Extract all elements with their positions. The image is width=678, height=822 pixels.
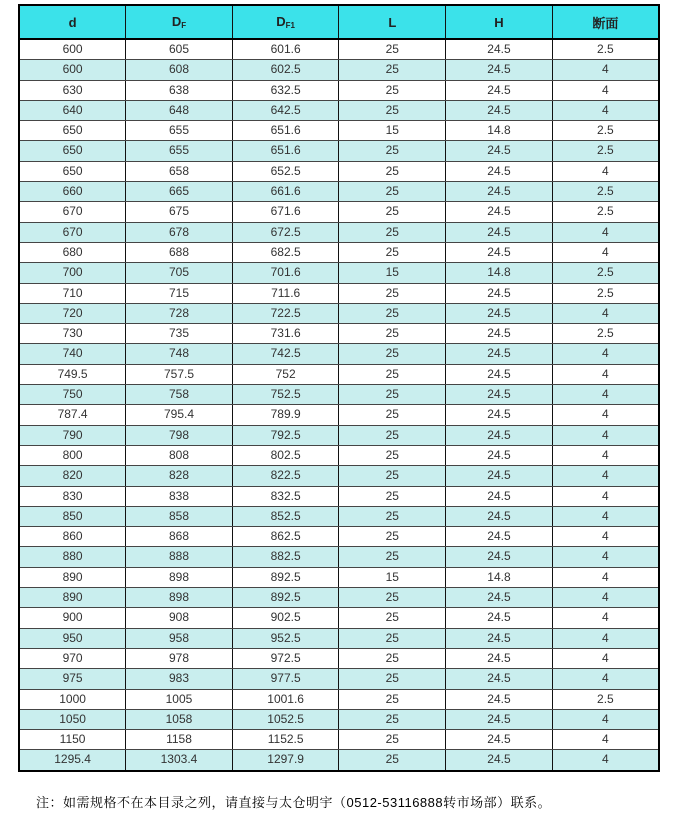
table-row <box>19 80 659 100</box>
table-cell-d: 820 <box>19 466 126 486</box>
table-cell-h: 24.5 <box>446 445 553 465</box>
table-row <box>19 263 659 283</box>
table-cell-l: 25 <box>339 445 446 465</box>
table-cell-section: 4 <box>552 364 659 384</box>
table-cell-df: 1158 <box>126 730 233 750</box>
table-row <box>19 121 659 141</box>
table-cell-d: 680 <box>19 242 126 262</box>
table-cell-d: 600 <box>19 60 126 80</box>
table-cell-df1: 1052.5 <box>232 709 339 729</box>
table-cell-df: 983 <box>126 669 233 689</box>
table-cell-h: 24.5 <box>446 527 553 547</box>
table-cell-l: 25 <box>339 588 446 608</box>
table-cell-l: 25 <box>339 425 446 445</box>
table-row <box>19 669 659 689</box>
table-cell-h: 24.5 <box>446 547 553 567</box>
table-header-row <box>19 5 659 39</box>
table-cell-df: 1058 <box>126 709 233 729</box>
table-header <box>19 5 659 39</box>
table-cell-df: 675 <box>126 202 233 222</box>
table-cell-df1: 972.5 <box>232 648 339 668</box>
table-cell-df1: 1152.5 <box>232 730 339 750</box>
table-cell-df1: 892.5 <box>232 588 339 608</box>
table-cell-l: 25 <box>339 709 446 729</box>
table-cell-df: 1303.4 <box>126 750 233 771</box>
table-cell-df1: 722.5 <box>232 303 339 323</box>
table-cell-df1: 892.5 <box>232 567 339 587</box>
table-cell-df: 638 <box>126 80 233 100</box>
table-row <box>19 364 659 384</box>
table-cell-section: 4 <box>552 527 659 547</box>
table-cell-section: 2.5 <box>552 263 659 283</box>
table-cell-d: 890 <box>19 567 126 587</box>
table-cell-d: 750 <box>19 385 126 405</box>
table-cell-df: 898 <box>126 588 233 608</box>
table-cell-d: 730 <box>19 324 126 344</box>
table-cell-d: 950 <box>19 628 126 648</box>
table-cell-section: 4 <box>552 161 659 181</box>
table-cell-h: 24.5 <box>446 730 553 750</box>
table-cell-df: 808 <box>126 445 233 465</box>
table-cell-l: 25 <box>339 527 446 547</box>
table-cell-h: 24.5 <box>446 324 553 344</box>
table-row <box>19 242 659 262</box>
column-header-label: D <box>171 14 182 29</box>
table-cell-df1: 1297.9 <box>232 750 339 771</box>
table-row <box>19 324 659 344</box>
table-cell-df1: 902.5 <box>232 608 339 628</box>
table-cell-section: 4 <box>552 506 659 526</box>
table-cell-l: 25 <box>339 141 446 161</box>
table-cell-section: 2.5 <box>552 182 659 202</box>
table-cell-h: 24.5 <box>446 506 553 526</box>
table-row <box>19 506 659 526</box>
table-cell-d: 880 <box>19 547 126 567</box>
table-cell-df: 898 <box>126 567 233 587</box>
table-cell-h: 24.5 <box>446 648 553 668</box>
table-cell-df: 858 <box>126 506 233 526</box>
table-cell-l: 25 <box>339 303 446 323</box>
table-row <box>19 283 659 303</box>
table-cell-l: 25 <box>339 324 446 344</box>
table-cell-h: 14.8 <box>446 121 553 141</box>
table-row <box>19 445 659 465</box>
table-row <box>19 222 659 242</box>
table-cell-df1: 602.5 <box>232 60 339 80</box>
table-cell-section: 4 <box>552 385 659 405</box>
table-row <box>19 100 659 120</box>
table-cell-l: 25 <box>339 547 446 567</box>
table-cell-section: 4 <box>552 445 659 465</box>
table-cell-l: 15 <box>339 121 446 141</box>
table-cell-d: 650 <box>19 141 126 161</box>
spec-table <box>18 4 660 772</box>
table-cell-df1: 977.5 <box>232 669 339 689</box>
column-header-label: D <box>276 14 286 29</box>
table-cell-df: 655 <box>126 121 233 141</box>
table-cell-df: 605 <box>126 39 233 60</box>
table-cell-h: 24.5 <box>446 242 553 262</box>
table-row <box>19 709 659 729</box>
footnote: 注：如需规格不在本目录之列，请直接与太仓明宇（0512-53116888转市场部）联系。 <box>36 795 552 810</box>
table-cell-section: 4 <box>552 425 659 445</box>
table-cell-h: 24.5 <box>446 405 553 425</box>
table-cell-d: 630 <box>19 80 126 100</box>
table-cell-h: 24.5 <box>446 588 553 608</box>
table-cell-df1: 701.6 <box>232 263 339 283</box>
table-cell-section: 4 <box>552 80 659 100</box>
table-row <box>19 202 659 222</box>
table-cell-h: 24.5 <box>446 100 553 120</box>
table-cell-h: 24.5 <box>446 283 553 303</box>
table-row <box>19 303 659 323</box>
table-cell-h: 24.5 <box>446 364 553 384</box>
column-header-df1 <box>232 5 339 39</box>
table-cell-df1: 652.5 <box>232 161 339 181</box>
table-cell-l: 15 <box>339 263 446 283</box>
table-cell-section: 4 <box>552 344 659 364</box>
table-cell-h: 24.5 <box>446 39 553 60</box>
column-header-label: 断面 <box>592 15 619 31</box>
table-cell-df1: 661.6 <box>232 182 339 202</box>
table-cell-section: 4 <box>552 648 659 668</box>
table-cell-l: 25 <box>339 669 446 689</box>
table-row <box>19 730 659 750</box>
table-cell-section: 2.5 <box>552 324 659 344</box>
table-cell-df: 678 <box>126 222 233 242</box>
table-cell-d: 740 <box>19 344 126 364</box>
column-header-section <box>552 5 659 39</box>
table-row <box>19 567 659 587</box>
table-cell-d: 787.4 <box>19 405 126 425</box>
table-cell-df1: 651.6 <box>232 141 339 161</box>
table-cell-section: 4 <box>552 100 659 120</box>
table-cell-df1: 711.6 <box>232 283 339 303</box>
table-cell-df: 958 <box>126 628 233 648</box>
table-cell-h: 24.5 <box>446 669 553 689</box>
table-cell-section: 2.5 <box>552 141 659 161</box>
table-cell-df1: 672.5 <box>232 222 339 242</box>
table-cell-d: 975 <box>19 669 126 689</box>
table-cell-l: 25 <box>339 385 446 405</box>
table-cell-l: 25 <box>339 202 446 222</box>
table-cell-l: 25 <box>339 608 446 628</box>
table-cell-section: 4 <box>552 242 659 262</box>
table-cell-d: 710 <box>19 283 126 303</box>
table-cell-d: 670 <box>19 222 126 242</box>
table-cell-l: 25 <box>339 39 446 60</box>
table-cell-df: 757.5 <box>126 364 233 384</box>
table-cell-d: 1000 <box>19 689 126 709</box>
table-cell-df1: 792.5 <box>232 425 339 445</box>
table-cell-df1: 852.5 <box>232 506 339 526</box>
table-cell-d: 749.5 <box>19 364 126 384</box>
table-cell-df1: 642.5 <box>232 100 339 120</box>
table-cell-h: 14.8 <box>446 263 553 283</box>
table-cell-section: 2.5 <box>552 121 659 141</box>
table-cell-l: 25 <box>339 242 446 262</box>
table-cell-section: 4 <box>552 60 659 80</box>
table-cell-df1: 752 <box>232 364 339 384</box>
table-cell-l: 25 <box>339 466 446 486</box>
table-row <box>19 161 659 181</box>
table-cell-h: 24.5 <box>446 303 553 323</box>
table-cell-d: 970 <box>19 648 126 668</box>
table-cell-h: 24.5 <box>446 182 553 202</box>
table-cell-df: 978 <box>126 648 233 668</box>
table-cell-section: 4 <box>552 303 659 323</box>
table-cell-h: 24.5 <box>446 222 553 242</box>
table-cell-section: 4 <box>552 750 659 771</box>
table-cell-df: 665 <box>126 182 233 202</box>
table-cell-d: 700 <box>19 263 126 283</box>
table-cell-section: 2.5 <box>552 689 659 709</box>
table-row <box>19 466 659 486</box>
column-header-d <box>19 5 126 39</box>
table-cell-df1: 952.5 <box>232 628 339 648</box>
table-row <box>19 182 659 202</box>
table-cell-df1: 789.9 <box>232 405 339 425</box>
table-cell-l: 25 <box>339 344 446 364</box>
table-cell-df1: 601.6 <box>232 39 339 60</box>
table-cell-h: 24.5 <box>446 161 553 181</box>
table-cell-df1: 862.5 <box>232 527 339 547</box>
table-cell-h: 24.5 <box>446 141 553 161</box>
table-cell-df: 838 <box>126 486 233 506</box>
table-cell-l: 25 <box>339 506 446 526</box>
table-cell-section: 4 <box>552 547 659 567</box>
table-cell-df: 655 <box>126 141 233 161</box>
table-cell-d: 650 <box>19 161 126 181</box>
table-cell-df: 688 <box>126 242 233 262</box>
table-cell-l: 25 <box>339 222 446 242</box>
table-cell-df1: 882.5 <box>232 547 339 567</box>
table-cell-df: 828 <box>126 466 233 486</box>
table-cell-l: 25 <box>339 364 446 384</box>
table-cell-section: 4 <box>552 405 659 425</box>
table-cell-df1: 822.5 <box>232 466 339 486</box>
table-cell-df1: 742.5 <box>232 344 339 364</box>
table-cell-l: 25 <box>339 283 446 303</box>
table-cell-d: 800 <box>19 445 126 465</box>
table-row <box>19 486 659 506</box>
table-cell-d: 900 <box>19 608 126 628</box>
table-row <box>19 547 659 567</box>
table-cell-h: 24.5 <box>446 80 553 100</box>
table-cell-d: 1150 <box>19 730 126 750</box>
table-row <box>19 425 659 445</box>
table-cell-h: 24.5 <box>446 60 553 80</box>
table-row <box>19 527 659 547</box>
table-cell-l: 25 <box>339 182 446 202</box>
table-cell-section: 2.5 <box>552 39 659 60</box>
table-cell-l: 25 <box>339 60 446 80</box>
table-cell-l: 25 <box>339 750 446 771</box>
table-cell-d: 890 <box>19 588 126 608</box>
column-header-label: L <box>388 14 397 30</box>
table-cell-h: 24.5 <box>446 750 553 771</box>
table-cell-h: 24.5 <box>446 608 553 628</box>
table-cell-df: 705 <box>126 263 233 283</box>
table-cell-df: 758 <box>126 385 233 405</box>
table-cell-df: 868 <box>126 527 233 547</box>
table-cell-h: 24.5 <box>446 466 553 486</box>
table-cell-df1: 682.5 <box>232 242 339 262</box>
table-cell-section: 4 <box>552 709 659 729</box>
table-cell-df: 1005 <box>126 689 233 709</box>
table-cell-section: 4 <box>552 222 659 242</box>
table-row <box>19 608 659 628</box>
table-cell-h: 24.5 <box>446 385 553 405</box>
table-cell-df: 908 <box>126 608 233 628</box>
table-cell-l: 25 <box>339 689 446 709</box>
table-row <box>19 588 659 608</box>
table-cell-h: 24.5 <box>446 628 553 648</box>
table-cell-section: 4 <box>552 628 659 648</box>
table-cell-df: 728 <box>126 303 233 323</box>
table-cell-l: 25 <box>339 80 446 100</box>
table-cell-df1: 832.5 <box>232 486 339 506</box>
table-cell-d: 720 <box>19 303 126 323</box>
table-cell-d: 830 <box>19 486 126 506</box>
table-cell-d: 860 <box>19 527 126 547</box>
table-cell-df1: 671.6 <box>232 202 339 222</box>
table-cell-df: 748 <box>126 344 233 364</box>
table-body <box>19 39 659 771</box>
table-row <box>19 628 659 648</box>
table-cell-d: 640 <box>19 100 126 120</box>
table-cell-section: 4 <box>552 567 659 587</box>
table-cell-section: 4 <box>552 486 659 506</box>
table-row <box>19 648 659 668</box>
table-row <box>19 141 659 161</box>
table-cell-df: 648 <box>126 100 233 120</box>
table-cell-df: 735 <box>126 324 233 344</box>
table-cell-df: 715 <box>126 283 233 303</box>
column-header-label: d <box>68 14 77 30</box>
column-header-l <box>339 5 446 39</box>
table-row <box>19 689 659 709</box>
table-row <box>19 385 659 405</box>
table-cell-df: 888 <box>126 547 233 567</box>
table-cell-d: 660 <box>19 182 126 202</box>
table-cell-l: 25 <box>339 161 446 181</box>
table-cell-d: 850 <box>19 506 126 526</box>
table-cell-df1: 731.6 <box>232 324 339 344</box>
table-cell-section: 4 <box>552 588 659 608</box>
table-row <box>19 60 659 80</box>
table-cell-df: 798 <box>126 425 233 445</box>
table-cell-df1: 752.5 <box>232 385 339 405</box>
table-cell-h: 24.5 <box>446 689 553 709</box>
table-cell-section: 2.5 <box>552 202 659 222</box>
table-cell-h: 24.5 <box>446 709 553 729</box>
table-cell-h: 24.5 <box>446 202 553 222</box>
table-cell-df1: 1001.6 <box>232 689 339 709</box>
table-cell-h: 24.5 <box>446 344 553 364</box>
table-cell-l: 25 <box>339 648 446 668</box>
column-header-df <box>126 5 233 39</box>
table-cell-l: 25 <box>339 486 446 506</box>
table-cell-l: 25 <box>339 405 446 425</box>
column-header-label: H <box>494 14 504 30</box>
table-cell-section: 4 <box>552 608 659 628</box>
table-cell-d: 1295.4 <box>19 750 126 771</box>
table-cell-df1: 802.5 <box>232 445 339 465</box>
table-cell-df: 608 <box>126 60 233 80</box>
table-cell-section: 4 <box>552 669 659 689</box>
table-cell-d: 670 <box>19 202 126 222</box>
table-cell-h: 24.5 <box>446 425 553 445</box>
table-cell-l: 25 <box>339 730 446 750</box>
table-cell-d: 600 <box>19 39 126 60</box>
column-header-subscript: F1 <box>285 21 295 30</box>
table-cell-d: 790 <box>19 425 126 445</box>
table-cell-df1: 632.5 <box>232 80 339 100</box>
table-row <box>19 344 659 364</box>
table-cell-l: 15 <box>339 567 446 587</box>
table-row <box>19 405 659 425</box>
column-header-h <box>446 5 553 39</box>
table-cell-d: 1050 <box>19 709 126 729</box>
table-cell-l: 25 <box>339 628 446 648</box>
table-cell-l: 25 <box>339 100 446 120</box>
table-cell-h: 24.5 <box>446 486 553 506</box>
table-cell-df1: 651.6 <box>232 121 339 141</box>
table-cell-h: 14.8 <box>446 567 553 587</box>
column-header-subscript: F <box>181 21 187 30</box>
table-cell-d: 650 <box>19 121 126 141</box>
table-cell-section: 4 <box>552 730 659 750</box>
table-cell-df: 795.4 <box>126 405 233 425</box>
table-row <box>19 39 659 60</box>
table-row <box>19 750 659 771</box>
table-cell-section: 4 <box>552 466 659 486</box>
table-cell-section: 2.5 <box>552 283 659 303</box>
table-cell-df: 658 <box>126 161 233 181</box>
